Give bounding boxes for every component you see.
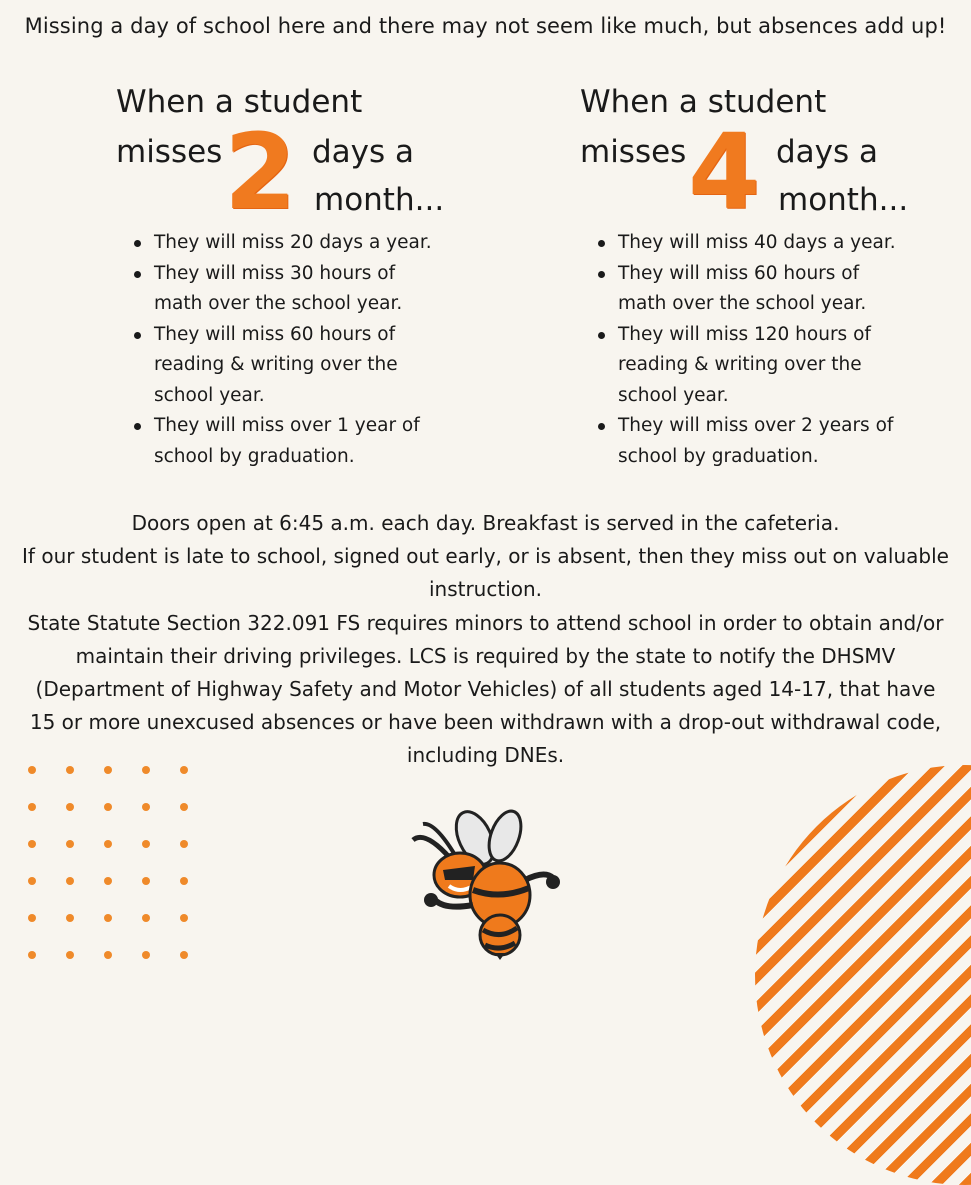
decorative-dot [28, 914, 36, 922]
list-item: They will miss 40 days a year. [596, 228, 896, 259]
left-heading-line3: days a [312, 134, 415, 170]
decorative-dot [142, 840, 150, 848]
intro-text: Missing a day of school here and there may not seem like much, but absences add up! [24, 14, 947, 38]
decorative-dot [66, 766, 74, 774]
list-item: They will miss 60 hours of math over the school year. [596, 259, 896, 320]
decorative-dot [180, 840, 188, 848]
left-heading [116, 84, 536, 233]
decorative-dot [104, 766, 112, 774]
decorative-dot [180, 766, 188, 774]
decorative-dot [142, 803, 150, 811]
decorative-dot [180, 951, 188, 959]
right-heading-line1: When a student [580, 84, 827, 120]
decorative-dot [28, 766, 36, 774]
list-item: They will miss over 2 years of school by graduation. [596, 411, 896, 472]
decorative-dot [104, 803, 112, 811]
left-heading-line2: misses [116, 134, 223, 170]
decorative-dot [104, 914, 112, 922]
doors-text: Doors open at 6:45 a.m. each day. Breakfast is served in the cafeteria. [131, 511, 840, 535]
decorative-dot [142, 914, 150, 922]
statute-text: State Statute Section 322.091 FS requires minors to attend school in order to obtain and/or maintain their driving privileges. LCS is required by the state to notify the DHSMV (Department of Highway Safety and Motor Vehicles) of all students aged 14-17, that have 15 or more unexcused absences or have been withdrawn with a drop-out withdrawal code, including DNEs. [27, 610, 944, 768]
left-bullet-list [132, 228, 432, 472]
right-heading-line3: days a [776, 134, 879, 170]
right-heading-line2: misses [580, 134, 687, 170]
decorative-dot [142, 766, 150, 774]
list-item: They will miss 120 hours of reading & writing over the school year. [596, 320, 896, 412]
right-heading [580, 84, 971, 233]
decorative-dot [104, 951, 112, 959]
left-heading-line4: month... [314, 182, 445, 218]
decorative-dot [28, 877, 36, 885]
decorative-dot [28, 803, 36, 811]
right-number: 4 [688, 111, 761, 233]
decorative-dot [28, 951, 36, 959]
right-column [580, 84, 971, 467]
list-item: They will miss over 1 year of school by graduation. [132, 411, 432, 472]
left-column [116, 84, 536, 467]
left-number: 2 [224, 111, 297, 233]
decorative-dot [104, 840, 112, 848]
decorative-dot [180, 877, 188, 885]
late-text: If our student is late to school, signed out early, or is absent, then they miss out on valuable instruction. [22, 544, 949, 602]
list-item: They will miss 60 hours of reading & writing over the school year. [132, 320, 432, 412]
right-heading-line4: month... [778, 182, 909, 218]
decorative-dot [66, 840, 74, 848]
decorative-dot [104, 877, 112, 885]
striped-circle-decoration [755, 765, 971, 1185]
decorative-dot [66, 951, 74, 959]
decorative-dot [180, 803, 188, 811]
dot-pattern [22, 760, 202, 971]
decorative-dot [66, 877, 74, 885]
hornet-mascot-icon [405, 800, 565, 960]
decorative-dot [180, 914, 188, 922]
right-bullet-list [596, 228, 896, 472]
decorative-dot [66, 914, 74, 922]
decorative-dot [142, 951, 150, 959]
decorative-dot [66, 803, 74, 811]
info-block [20, 507, 951, 773]
list-item: They will miss 20 days a year. [132, 228, 432, 259]
decorative-dot [28, 840, 36, 848]
list-item: They will miss 30 hours of math over the school year. [132, 259, 432, 320]
left-heading-line1: When a student [116, 84, 363, 120]
decorative-dot [142, 877, 150, 885]
